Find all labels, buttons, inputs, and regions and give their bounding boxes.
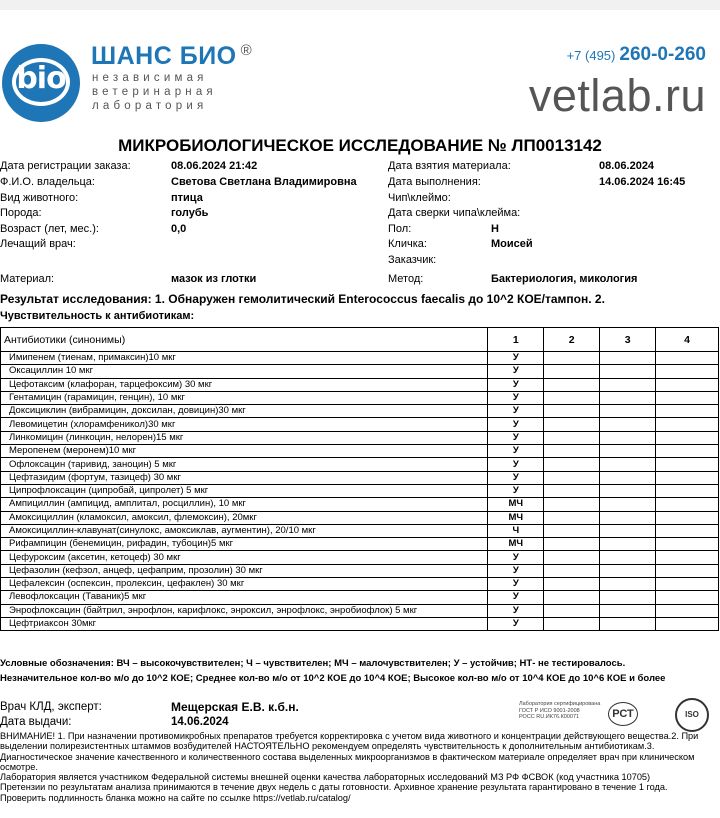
sensitivity-cell [656, 498, 719, 511]
antibiotic-table [0, 327, 719, 631]
table-row [1, 378, 719, 391]
sensitivity-cell: У [488, 484, 544, 497]
field-value: Светова Светлана Владимировна [171, 176, 357, 188]
sensitivity-cell [600, 511, 656, 524]
sensitivity-cell [600, 352, 656, 365]
sensitivity-cell [656, 604, 719, 617]
sensitivity-cell: У [488, 578, 544, 591]
sensitivity-cell [544, 365, 600, 378]
sensitivity-cell: МЧ [488, 538, 544, 551]
legend-line-2: Незначительное кол-во м/о до 10^2 КОЕ; Среднее кол-во м/о от 10^2 КОЕ до 10^4 КОЕ; Высокое кол-во м/о от 10^4 КОЕ до 10^6 КОЕ и более [0, 673, 666, 684]
sensitivity-cell: У [488, 471, 544, 484]
sensitivity-cell [656, 431, 719, 444]
sensitivity-cell [544, 578, 600, 591]
sensitivity-cell [544, 471, 600, 484]
phone-number: +7 (495) 260-0-260 [566, 44, 706, 65]
table-row [1, 458, 719, 471]
sensitivity-cell [656, 591, 719, 604]
column-header: 3 [600, 328, 656, 352]
sensitivity-cell [544, 431, 600, 444]
table-row [1, 471, 719, 484]
table-row [1, 538, 719, 551]
table-row [1, 365, 719, 378]
column-header: 1 [488, 328, 544, 352]
sensitivity-cell [600, 365, 656, 378]
field-label: Ф.И.О. владельца: [0, 176, 95, 188]
table-row [1, 431, 719, 444]
sensitivity-cell [600, 484, 656, 497]
sensitivity-cell: У [488, 604, 544, 617]
sensitivity-cell [656, 391, 719, 404]
sensitivity-cell: У [488, 564, 544, 577]
iso-certification-icon: ISO [675, 698, 709, 732]
sensitivity-cell [656, 378, 719, 391]
sensitivity-cell [600, 524, 656, 537]
field-label: Заказчик: [388, 254, 437, 266]
footer-notes [0, 731, 718, 803]
table-row [1, 524, 719, 537]
sensitivity-cell: У [488, 378, 544, 391]
sensitivity-cell: У [488, 591, 544, 604]
sensitivity-cell [544, 617, 600, 630]
field-value: Н [491, 223, 499, 235]
antibiotic-name: Цефалексин (оспексин, пролексин, цефаклен) 30 мкг [1, 578, 488, 591]
sensitivity-cell: МЧ [488, 498, 544, 511]
sensitivity-cell [600, 431, 656, 444]
antibiotic-name: Энрофлоксацин (байтрил, энрофлон, карифлокс, энроксил, энрофлокс, энробиофлок) 5 мкг [1, 604, 488, 617]
sensitivity-cell [600, 551, 656, 564]
sensitivity-cell: У [488, 418, 544, 431]
tagline-line-3: лаборатория [92, 100, 208, 112]
sensitivity-cell [656, 405, 719, 418]
sensitivity-cell [544, 391, 600, 404]
antibiotic-name: Ципрофлоксацин (ципробай, ципролет) 5 мкг [1, 484, 488, 497]
field-label: Дата взятия материала: [388, 160, 511, 172]
field-label: Дата регистрации заказа: [0, 160, 131, 172]
note-line: ВНИМАНИЕ! 1. При назначении противомикробных препаратов требуется корректировка с учетом вида животного и концентрации действующего вещества.2. При выделении полирезистентных штаммов возбудителей НАСТОЯТЕЛЬНО рекомендуем определять чувствительность к дополнительным антибиотикам.3. Диагностическое значение качественного и количественного состава выделенных микроорганизмов в фактическом материале определяет врач при клиническом осмотре. [0, 731, 699, 772]
sensitivity-cell: У [488, 365, 544, 378]
antibiotic-name: Оксациллин 10 мкг [1, 365, 488, 378]
sensitivity-cell [600, 391, 656, 404]
field-label: Порода: [0, 207, 42, 219]
sensitivity-cell [600, 378, 656, 391]
antibiotic-name: Цефотаксим (клафоран, тарцефоксим) 30 мкг [1, 378, 488, 391]
sensitivity-cell: У [488, 405, 544, 418]
sensitivity-cell [656, 538, 719, 551]
table-row [1, 445, 719, 458]
sensitivity-cell [600, 445, 656, 458]
sensitivity-cell: У [488, 391, 544, 404]
table-row [1, 484, 719, 497]
antibiotic-name: Имипенем (тиенам, примаксин)10 мкг [1, 352, 488, 365]
sensitivity-cell [544, 378, 600, 391]
table-row [1, 564, 719, 577]
sensitivity-cell [656, 511, 719, 524]
antibiotic-name: Амоксициллин-клавунат(синулокс, амоксиклав, аугментин), 20/10 мкг [1, 524, 488, 537]
material-label: Материал: [0, 273, 55, 285]
sensitivity-cell [544, 564, 600, 577]
result-text: Результат исследования: 1. Обнаружен гемолитический Enterococcus faecalis до 10^2 КОЕ/тампон. 2. [0, 292, 605, 306]
antibiotic-name: Цефазолин (кефзол, анцеф, цефаприм, прозолин) 30 мкг [1, 564, 488, 577]
sensitivity-cell [656, 617, 719, 630]
sensitivity-cell [656, 551, 719, 564]
table-row [1, 617, 719, 630]
sensitivity-cell [600, 405, 656, 418]
sensitivity-cell [600, 564, 656, 577]
field-label: Лечащий врач: [0, 238, 76, 250]
top-bar [0, 0, 720, 10]
sensitivity-cell: МЧ [488, 511, 544, 524]
tagline-line-2: ветеринарная [92, 86, 217, 98]
method-label: Метод: [388, 273, 424, 285]
issue-date-value: 14.06.2024 [171, 716, 229, 728]
sensitivity-cell [656, 484, 719, 497]
field-label: Дата выполнения: [388, 176, 481, 188]
pct-certification-icon: РСТ [608, 702, 638, 726]
sensitivity-cell [600, 617, 656, 630]
sensitivity-cell [600, 578, 656, 591]
brand-name: ШАНС БИО ® [91, 42, 253, 70]
column-header: 4 [656, 328, 719, 352]
field-label: Возраст (лет, мес.): [0, 223, 99, 235]
sensitivity-cell: У [488, 431, 544, 444]
table-row [1, 578, 719, 591]
sensitivity-title: Чувствительность к антибиотикам: [0, 310, 195, 322]
sensitivity-cell [656, 418, 719, 431]
antibiotic-name: Амоксициллин (кламоксил, амоксил, флемоксин), 20мкг [1, 511, 488, 524]
column-header: Антибиотики (синонимы) [1, 328, 488, 352]
site-url: vetlab.ru [528, 70, 706, 121]
sensitivity-cell [600, 538, 656, 551]
antibiotic-name: Рифампицин (бенемицин, рифадин, тубоцин)5 мкг [1, 538, 488, 551]
sensitivity-cell [600, 418, 656, 431]
note-line: Лаборатория является участником Федеральной системы внешней оценки качества лабораторных исследований МЗ РФ ФСВОК (код участника 10705) [0, 772, 651, 783]
antibiotic-name: Цефтриаксон 30мкг [1, 617, 488, 630]
doctor-name: Мещерская Е.В. к.б.н. [171, 700, 299, 714]
sensitivity-cell [600, 604, 656, 617]
field-value: Моисей [491, 238, 533, 250]
field-label: Вид животного: [0, 192, 79, 204]
field-label: Дата сверки чипа\клейма: [388, 207, 521, 219]
field-value: 0,0 [171, 223, 187, 235]
field-value: голубь [171, 207, 209, 219]
sensitivity-cell [656, 352, 719, 365]
table-row [1, 511, 719, 524]
sensitivity-cell [544, 352, 600, 365]
sensitivity-cell [544, 604, 600, 617]
field-label: Чип\клеймо: [388, 192, 451, 204]
sensitivity-cell [600, 498, 656, 511]
sensitivity-cell [656, 365, 719, 378]
antibiotic-name: Левофлоксацин (Таваник)5 мкг [1, 591, 488, 604]
field-value: птица [171, 192, 203, 204]
sensitivity-cell [600, 591, 656, 604]
table-row [1, 498, 719, 511]
table-row [1, 391, 719, 404]
note-line: Проверить подлинность бланка можно на сайте по ссылке https://vetlab.ru/catalog/ [0, 792, 351, 803]
sensitivity-cell [544, 498, 600, 511]
sensitivity-cell [544, 538, 600, 551]
table-row [1, 352, 719, 365]
sensitivity-cell [544, 458, 600, 471]
field-value: 14.06.2024 16:45 [599, 176, 686, 188]
table-header-row [1, 328, 719, 352]
table-row [1, 551, 719, 564]
note-line: Претензии по результатам анализа принимаются в течение двух недель с даты готовности. Архивное хранение результата гарантировано в течение 1 года. [0, 782, 668, 793]
sensitivity-cell [544, 445, 600, 458]
sensitivity-cell [600, 471, 656, 484]
sensitivity-cell [656, 524, 719, 537]
sensitivity-cell [544, 484, 600, 497]
sensitivity-cell: Ч [488, 524, 544, 537]
table-row [1, 405, 719, 418]
field-label: Кличка: [388, 238, 427, 250]
sensitivity-cell [544, 511, 600, 524]
antibiotic-name: Гентамицин (гарамицин, генцин), 10 мкг [1, 391, 488, 404]
sensitivity-cell [656, 578, 719, 591]
sensitivity-cell [656, 471, 719, 484]
field-value: 08.06.2024 21:42 [171, 160, 258, 172]
sensitivity-cell: У [488, 458, 544, 471]
sensitivity-cell: У [488, 551, 544, 564]
sensitivity-cell [656, 458, 719, 471]
method-value: Бактериология, микология [491, 273, 638, 285]
antibiotic-name: Ампициллин (ампицид, амплитал, росциллин), 10 мкг [1, 498, 488, 511]
table-row [1, 591, 719, 604]
field-value: 08.06.2024 [599, 160, 655, 172]
field-label: Пол: [388, 223, 412, 235]
sensitivity-cell: У [488, 445, 544, 458]
column-header: 2 [544, 328, 600, 352]
sensitivity-cell: У [488, 352, 544, 365]
sensitivity-cell: У [488, 617, 544, 630]
issue-date-label: Дата выдачи: [0, 716, 72, 728]
doctor-label: Врач КЛД, эксперт: [0, 701, 102, 713]
legend-line-1: Условные обозначения: ВЧ – высокочувствителен; Ч – чувствителен; МЧ – малочувствителен; У – устойчив; НТ- не тестировалось. [0, 658, 626, 669]
material-value: мазок из глотки [171, 273, 257, 285]
sensitivity-cell [656, 564, 719, 577]
table-row [1, 604, 719, 617]
antibiotic-name: Цефуроксим (аксетин, кетоцеф) 30 мкг [1, 551, 488, 564]
sensitivity-cell [544, 551, 600, 564]
sensitivity-cell [544, 405, 600, 418]
sensitivity-cell [544, 524, 600, 537]
antibiotic-name: Цефтазидим (фортум, тазицеф) 30 мкг [1, 471, 488, 484]
table-row [1, 418, 719, 431]
antibiotic-name: Меропенем (меронем)10 мкг [1, 445, 488, 458]
certification-text: Лаборатория сертифицирована ГОСТ Р ИСО 9001-2008 РОСС RU.ИК76.К00071 [519, 701, 601, 720]
sensitivity-cell [656, 445, 719, 458]
antibiotic-name: Левомицетин (хлорамфеникол)30 мкг [1, 418, 488, 431]
sensitivity-cell [600, 458, 656, 471]
document-title: МИКРОБИОЛОГИЧЕСКОЕ ИССЛЕДОВАНИЕ № ЛП0013142 [118, 136, 602, 155]
antibiotic-name: Линкомицин (линкоцин, нелорен)15 мкг [1, 431, 488, 444]
tagline-line-1: независимая [92, 72, 208, 84]
antibiotic-name: Доксициклин (вибрамицин, доксилан, довицин)30 мкг [1, 405, 488, 418]
antibiotic-name: Офлоксацин (таривид, заноцин) 5 мкг [1, 458, 488, 471]
sensitivity-cell [544, 418, 600, 431]
bio-logo: bio [2, 44, 80, 122]
sensitivity-cell [544, 591, 600, 604]
